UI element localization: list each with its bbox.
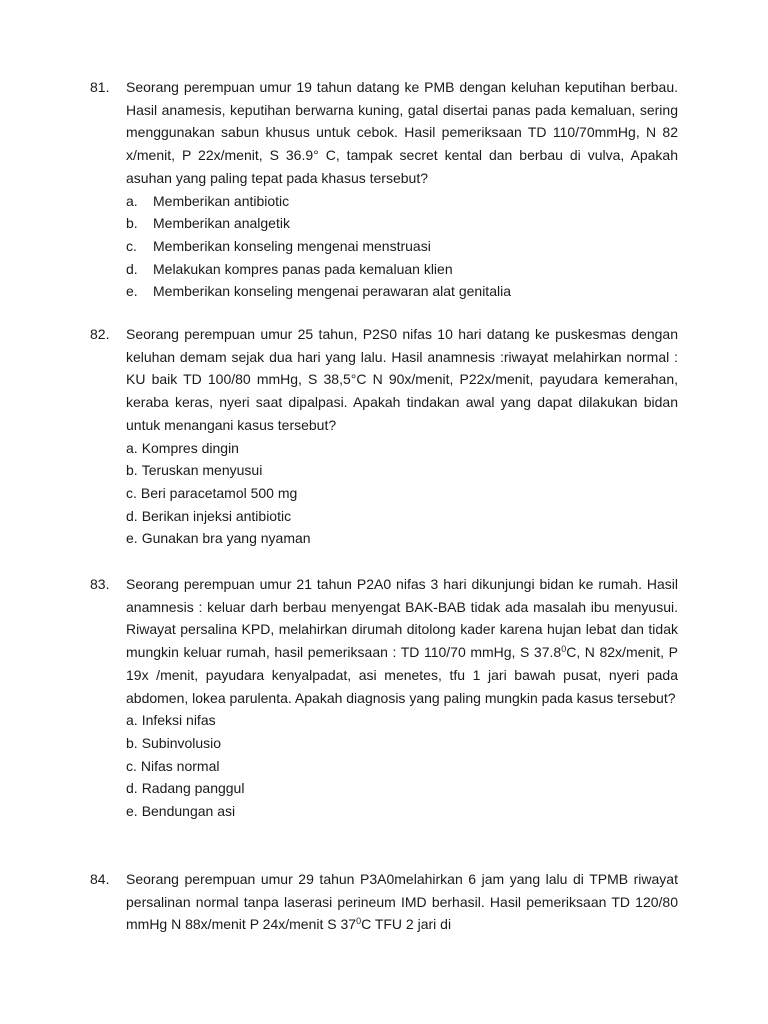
option-letter: c. xyxy=(126,237,137,254)
option-text: Infeksi nifas xyxy=(141,712,216,729)
degree-superscript: 0 xyxy=(356,916,362,927)
option-letter: b. xyxy=(126,215,138,232)
option-b xyxy=(126,459,678,482)
option-letter: a. xyxy=(126,192,138,209)
option-a xyxy=(126,190,678,213)
option-letter: d. xyxy=(126,780,138,797)
question-stem xyxy=(126,573,678,709)
option-text: Melakukan kompres panas pada kemaluan klien xyxy=(153,260,453,277)
question-number: 81. xyxy=(90,79,110,95)
degree-superscript: 0 xyxy=(561,644,567,655)
option-a xyxy=(126,437,678,460)
question-number: 84. xyxy=(90,871,110,887)
question-82 xyxy=(90,323,678,550)
option-letter: a. xyxy=(126,712,138,729)
option-text: Teruskan menyusui xyxy=(141,462,263,479)
option-letter: d. xyxy=(126,260,138,277)
question-81 xyxy=(90,76,678,303)
question-stem: Seorang perempuan umur 25 tahun, P2S0 nifas 10 hari datang ke puskesmas dengan keluhan demam sejak dua hari yang lalu. Hasil anamnesis :riwayat melahirkan normal : KU baik TD 100/80 mmHg, S 38,5°C N 90x/menit, P22x/menit, payudara kemerahan, keraba keras, nyeri saat dipalpasi. Apakah tindakan awal yang dapat dilakukan bidan untuk menangani kasus tersebut? xyxy=(126,326,678,433)
option-text: Memberikan analgetik xyxy=(153,215,290,232)
option-text: Nifas normal xyxy=(140,757,220,774)
option-e xyxy=(126,280,678,303)
option-text: Kompres dingin xyxy=(141,439,239,456)
question-number: 83. xyxy=(90,576,110,592)
option-letter: e. xyxy=(126,530,138,547)
option-e xyxy=(126,527,678,550)
option-text: Subinvolusio xyxy=(141,734,222,751)
option-b xyxy=(126,212,678,235)
option-text: Memberikan konseling mengenai perawaran alat genitalia xyxy=(153,283,511,300)
option-text: Memberikan antibiotic xyxy=(153,192,290,209)
question-stem xyxy=(126,868,678,936)
option-letter: b. xyxy=(126,462,138,479)
question-stem: Seorang perempuan umur 19 tahun datang ke PMB dengan keluhan keputihan berbau. Hasil anamesis, keputihan berwarna kuning, gatal disertai panas pada kemaluan, sering menggunakan sabun khusus untuk cebok. Hasil pemeriksaan TD 110/70mmHg, N 82 x/menit, P 22x/menit, S 36.9° C, tampak secret kental dan berbau di vulva, Apakah asuhan yang paling tepat pada khasus tersebut? xyxy=(126,79,678,186)
options-list xyxy=(126,709,678,823)
stem-text: Seorang perempuan umur 21 tahun P2A0 nifas 3 hari dikunjungi bidan ke rumah. Hasil anamnesis : keluar darh berbau menyengat BAK-BAB tidak ada masalah ibu menyusui. Riwayat persalina KPD, melahirkan dirumah ditolong kader karena hujan lebat dan tidak mungkin keluar rumah, hasil pemeriksaan : TD 110/70 mmHg, S 37.8 xyxy=(126,576,678,661)
option-letter: c. xyxy=(126,484,137,501)
option-text: Memberikan konseling mengenai menstruasi xyxy=(153,237,431,254)
option-letter: c. xyxy=(126,757,137,774)
options-list xyxy=(126,190,678,304)
stem-text: C TFU 2 jari di xyxy=(361,916,452,933)
stem-text: Seorang perempuan umur 29 tahun P3A0melahirkan 6 jam yang lalu di TPMB riwayat persalinan normal tanpa laserasi perineum IMD berhasil. Hasil pemeriksaan TD 120/80 mmHg N 88x/menit P 24x/menit S 37 xyxy=(126,871,678,933)
option-d xyxy=(126,777,678,800)
option-e xyxy=(126,800,678,823)
option-text: Berikan injeksi antibiotic xyxy=(141,507,292,524)
option-c xyxy=(126,755,678,778)
option-d xyxy=(126,505,678,528)
option-letter: e. xyxy=(126,283,138,300)
option-d xyxy=(126,258,678,281)
option-b xyxy=(126,732,678,755)
question-84 xyxy=(90,868,678,936)
option-letter: b. xyxy=(126,734,138,751)
option-c xyxy=(126,482,678,505)
option-a xyxy=(126,709,678,732)
option-c xyxy=(126,235,678,258)
option-text: Bendungan asi xyxy=(141,803,236,820)
question-number: 82. xyxy=(90,326,110,342)
option-letter: e. xyxy=(126,803,138,820)
option-letter: d. xyxy=(126,507,138,524)
option-text: Beri paracetamol 500 mg xyxy=(140,484,298,501)
stem-text: C, N 82x/menit, P 19x /menit, payudara kenyalpadat, asi menetes, tfu 1 jari bawah pusat, nyeri pada abdomen, lokea parulenta. Apakah diagnosis yang paling mungkin pada kasus tersebut? xyxy=(126,644,678,706)
options-list xyxy=(126,437,678,551)
option-text: Radang panggul xyxy=(141,780,245,797)
option-text: Gunakan bra yang nyaman xyxy=(141,530,311,547)
question-83 xyxy=(90,573,678,823)
option-letter: a. xyxy=(126,439,138,456)
